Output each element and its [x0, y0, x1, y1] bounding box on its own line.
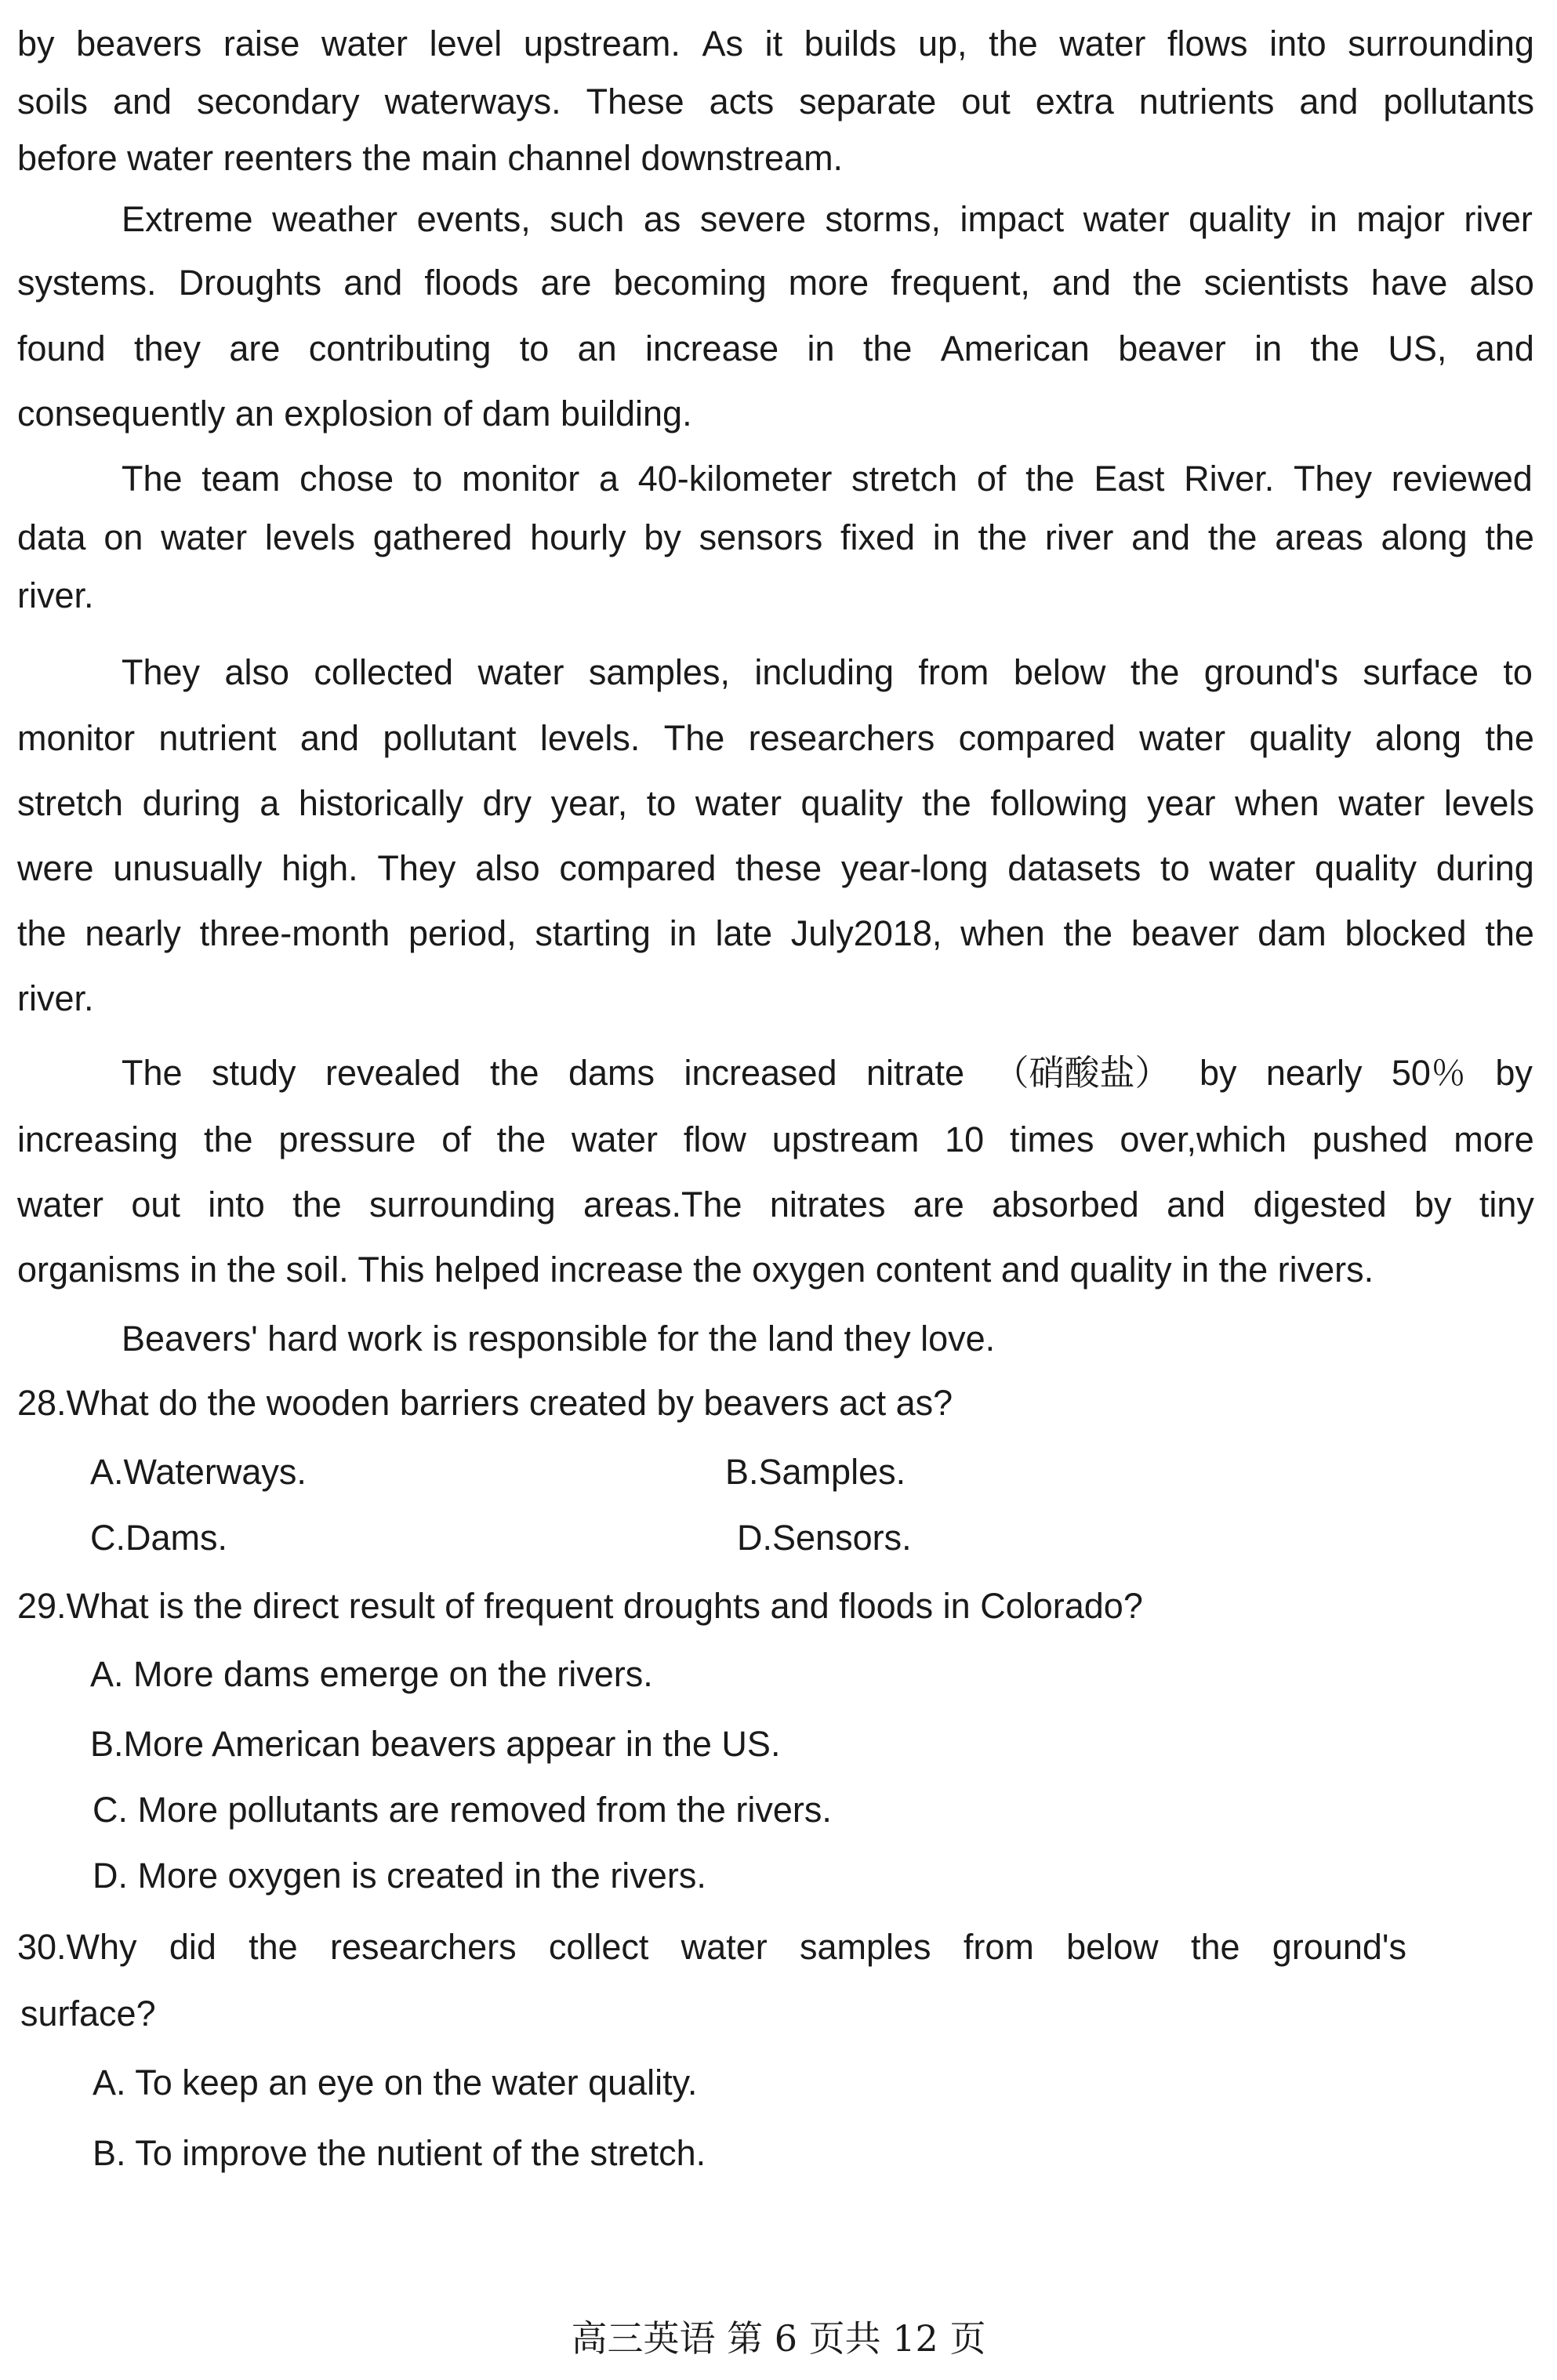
- word: of: [441, 1119, 471, 1159]
- word: and: [1475, 328, 1534, 368]
- word: more: [1454, 1119, 1534, 1159]
- passage-line: [122, 457, 1533, 501]
- question-29-option-d: D. More oxygen is created in the rivers.: [93, 1856, 706, 1896]
- word: team: [201, 459, 281, 499]
- word: dams: [568, 1053, 655, 1093]
- word: water: [321, 24, 408, 63]
- passage-line: consequently an explosion of dam building.: [17, 394, 692, 434]
- word: quality: [1249, 718, 1352, 758]
- word: year,: [550, 783, 628, 823]
- word: along: [1381, 517, 1468, 557]
- word: also: [475, 848, 540, 888]
- word: the: [17, 913, 67, 953]
- word: year: [1147, 783, 1216, 823]
- word: in: [1309, 199, 1337, 239]
- passage-line: [17, 261, 1534, 305]
- word: over,which: [1120, 1119, 1287, 1159]
- word: compared: [559, 848, 717, 888]
- word: upstream.: [523, 24, 681, 63]
- passage-line: [17, 1183, 1534, 1227]
- word: soils: [17, 82, 89, 122]
- word: the: [1485, 718, 1534, 758]
- word: the: [922, 783, 971, 823]
- word: areas: [1275, 517, 1363, 557]
- word: water: [1209, 848, 1296, 888]
- word: compared: [958, 718, 1116, 758]
- word: and: [1167, 1185, 1226, 1224]
- word: following: [990, 783, 1128, 823]
- word: events,: [416, 199, 531, 239]
- word: levels.: [539, 718, 641, 758]
- question-28-stem: 28.What do the wooden barriers created by beavers act as?: [17, 1383, 953, 1423]
- word: late: [715, 913, 773, 953]
- word: the: [292, 1185, 342, 1224]
- passage-line: organisms in the soil. This helped increase the oxygen content and quality in the rivers.: [17, 1250, 1374, 1290]
- word: and: [1131, 517, 1191, 557]
- word: to: [412, 459, 443, 499]
- word: weather: [272, 199, 398, 239]
- word: the: [1133, 263, 1182, 303]
- word: and: [1299, 82, 1359, 122]
- passage-line: [17, 847, 1534, 891]
- word: Droughts: [178, 263, 322, 303]
- word: a: [598, 459, 619, 499]
- word: raise: [223, 24, 300, 63]
- word: into: [1269, 24, 1327, 63]
- word: July2018,: [790, 913, 942, 953]
- word: These: [586, 82, 684, 122]
- word: collected: [314, 652, 454, 692]
- word: The: [663, 718, 725, 758]
- word: study: [211, 1053, 296, 1093]
- word: in: [807, 328, 835, 368]
- word: to: [646, 783, 677, 823]
- word: to: [1503, 652, 1533, 692]
- word: Extreme: [122, 199, 253, 239]
- word: revealed: [325, 1053, 461, 1093]
- word: surface: [1363, 652, 1479, 692]
- question-30-stem-continued: surface?: [20, 1994, 156, 2034]
- word: The: [122, 1053, 183, 1093]
- word: were: [17, 848, 94, 888]
- word: historically: [298, 783, 463, 823]
- passage-line: before water reenters the main channel downstream.: [17, 138, 844, 178]
- word: levels: [1443, 783, 1534, 823]
- word: into: [208, 1185, 265, 1224]
- word: fixed: [840, 517, 916, 557]
- word: collect: [548, 1927, 649, 1967]
- word: these: [735, 848, 822, 888]
- word: year-long: [840, 848, 989, 888]
- word: water: [572, 1119, 659, 1159]
- word: high.: [281, 848, 358, 888]
- word: when: [960, 913, 1045, 953]
- word: impact: [960, 199, 1065, 239]
- word: 40-kilometer: [637, 459, 833, 499]
- word: monitor: [462, 459, 580, 499]
- word: the: [1190, 1927, 1240, 1967]
- word: upstream: [771, 1119, 920, 1159]
- word: it: [764, 24, 783, 63]
- word: increasing: [17, 1119, 179, 1159]
- question-28-option-b: B.Samples.: [725, 1452, 906, 1492]
- word: pollutants: [1383, 82, 1534, 122]
- word: when: [1235, 783, 1319, 823]
- word: river: [1044, 517, 1114, 557]
- word: on: [103, 517, 143, 557]
- word: 50％: [1391, 1053, 1466, 1093]
- word: scientists: [1203, 263, 1349, 303]
- word: researchers: [748, 718, 935, 758]
- question-29-option-b: B.More American beavers appear in the US.: [90, 1724, 781, 1764]
- word: pollutant: [383, 718, 517, 758]
- word: dry: [482, 783, 532, 823]
- word: the: [1485, 517, 1534, 557]
- word: gathered: [372, 517, 513, 557]
- word: researchers: [329, 1927, 517, 1967]
- word: such: [550, 199, 625, 239]
- question-29-stem: 29.What is the direct result of frequent droughts and floods in Colorado?: [17, 1586, 1143, 1626]
- word: up,: [917, 24, 967, 63]
- word: are: [540, 263, 592, 303]
- word: the: [249, 1927, 298, 1967]
- passage-line: Beavers' hard work is responsible for the land they love.: [122, 1319, 996, 1359]
- word: the: [203, 1119, 253, 1159]
- word: by: [1199, 1053, 1237, 1093]
- word: water: [1083, 199, 1170, 239]
- word: surrounding: [1348, 24, 1534, 63]
- word: and: [1051, 263, 1111, 303]
- word: beaver: [1131, 913, 1239, 953]
- word: water: [1338, 783, 1425, 823]
- word: water: [681, 1927, 768, 1967]
- word: quality: [1314, 848, 1417, 888]
- question-30-stem: [17, 1925, 1406, 1969]
- word: in: [669, 913, 697, 953]
- word: They: [122, 652, 201, 692]
- passage-line: [17, 80, 1534, 124]
- word: more: [788, 263, 869, 303]
- word: also: [1469, 263, 1534, 303]
- word: nitrate: [866, 1053, 965, 1093]
- word: chose: [299, 459, 394, 499]
- word: beavers: [76, 24, 202, 63]
- word: water: [1059, 24, 1146, 63]
- word: the: [1310, 328, 1360, 368]
- word: blocked: [1345, 913, 1467, 953]
- page-footer: 高三英语 第 6 页共 12 页: [571, 2317, 986, 2360]
- word: in: [1254, 328, 1283, 368]
- word: a: [260, 783, 280, 823]
- passage-line: [122, 1051, 1533, 1095]
- word: data: [17, 517, 86, 557]
- word: levels: [264, 517, 355, 557]
- word: becoming: [613, 263, 767, 303]
- word: from: [918, 652, 989, 692]
- passage-line: [17, 912, 1534, 956]
- word: to: [1160, 848, 1190, 888]
- word: including: [754, 652, 895, 692]
- word: flows: [1167, 24, 1248, 63]
- word: below: [1066, 1927, 1159, 1967]
- word: They: [1293, 459, 1372, 499]
- word: separate: [799, 82, 937, 122]
- passage-line: [122, 651, 1533, 695]
- word: dam: [1258, 913, 1327, 953]
- word: unusually: [113, 848, 263, 888]
- word: did: [169, 1927, 216, 1967]
- word: water: [695, 783, 782, 823]
- word: three-month: [199, 913, 390, 953]
- word: the: [1025, 459, 1075, 499]
- passage-line: [17, 782, 1534, 825]
- question-29-option-a: A. More dams emerge on the rivers.: [90, 1654, 653, 1694]
- word: major: [1356, 199, 1445, 239]
- word: water: [477, 652, 564, 692]
- word: to: [519, 328, 550, 368]
- question-29-option-c: C. More pollutants are removed from the rivers.: [93, 1790, 832, 1830]
- word: nutrients: [1138, 82, 1275, 122]
- word: the: [1130, 652, 1180, 692]
- word: digested: [1253, 1185, 1387, 1224]
- word: during: [142, 783, 241, 823]
- word: and: [343, 263, 403, 303]
- word: the: [496, 1119, 546, 1159]
- word: ground's: [1203, 652, 1338, 692]
- word: pressure: [278, 1119, 416, 1159]
- word: areas.The: [583, 1185, 742, 1224]
- word: out: [961, 82, 1011, 122]
- word: starting: [535, 913, 651, 953]
- word: water: [17, 1185, 104, 1224]
- word: nearly: [85, 913, 181, 953]
- word: the: [1485, 913, 1534, 953]
- word: monitor: [17, 718, 136, 758]
- passage-line: [17, 717, 1534, 760]
- word: are: [229, 328, 281, 368]
- word: ground's: [1272, 1927, 1406, 1967]
- word: floods: [424, 263, 519, 303]
- word: sensors: [699, 517, 823, 557]
- word: from: [963, 1927, 1034, 1967]
- word: acts: [709, 82, 775, 122]
- word: the: [989, 24, 1038, 63]
- word: quality: [1189, 199, 1291, 239]
- question-28-option-c: C.Dams.: [90, 1518, 228, 1558]
- word: below: [1013, 652, 1106, 692]
- word: US,: [1388, 328, 1447, 368]
- word: and: [112, 82, 172, 122]
- word: as: [643, 199, 681, 239]
- question-30-option-b: B. To improve the nutient of the stretch.: [93, 2133, 706, 2173]
- word: level: [429, 24, 503, 63]
- word: period,: [408, 913, 517, 953]
- word: nearly: [1265, 1053, 1363, 1093]
- word: by: [17, 24, 55, 63]
- passage-line: river.: [17, 575, 94, 615]
- question-28-option-a: A.Waterways.: [90, 1452, 307, 1492]
- word: secondary: [197, 82, 360, 122]
- word: tiny: [1479, 1185, 1534, 1224]
- word: stretch: [851, 459, 958, 499]
- question-28-option-d: D.Sensors.: [737, 1518, 912, 1558]
- word: increase: [645, 328, 779, 368]
- word: builds: [804, 24, 897, 63]
- word: severe: [699, 199, 806, 239]
- word: beaver: [1118, 328, 1226, 368]
- word: out: [131, 1185, 180, 1224]
- word: also: [224, 652, 290, 692]
- word: nutrient: [158, 718, 277, 758]
- word: As: [702, 24, 744, 63]
- word: have: [1370, 263, 1448, 303]
- word: flow: [683, 1119, 746, 1159]
- word: waterways.: [384, 82, 561, 122]
- passage-line: [17, 327, 1534, 371]
- word: the: [1207, 517, 1258, 557]
- passage-line: [122, 198, 1533, 241]
- word: 10: [945, 1119, 985, 1159]
- word: quality: [800, 783, 903, 823]
- word: the: [490, 1053, 539, 1093]
- word: by: [1495, 1053, 1533, 1093]
- word: found: [17, 328, 106, 368]
- question-30-option-a: A. To keep an eye on the water quality.: [93, 2063, 698, 2102]
- word: pushed: [1312, 1119, 1428, 1159]
- word: during: [1435, 848, 1534, 888]
- word: the: [862, 328, 913, 368]
- word: American: [940, 328, 1090, 368]
- word: surrounding: [368, 1185, 556, 1224]
- passage-line: [17, 516, 1534, 560]
- word: absorbed: [992, 1185, 1139, 1224]
- word: river: [1464, 199, 1533, 239]
- word: contributing: [308, 328, 492, 368]
- word: water: [161, 517, 248, 557]
- word: are: [913, 1185, 964, 1224]
- word: the: [1063, 913, 1113, 953]
- word: （硝酸盐）: [993, 1053, 1170, 1093]
- word: by: [1414, 1185, 1452, 1224]
- word: 30.Why: [17, 1927, 137, 1967]
- word: nitrates: [769, 1185, 886, 1224]
- word: increased: [684, 1053, 837, 1093]
- word: and: [299, 718, 359, 758]
- word: frequent,: [891, 263, 1030, 303]
- word: The: [122, 459, 183, 499]
- word: extra: [1035, 82, 1114, 122]
- word: of: [976, 459, 1007, 499]
- passage-line: [17, 22, 1534, 66]
- passage-line: river.: [17, 978, 94, 1018]
- word: water: [1139, 718, 1226, 758]
- word: along: [1374, 718, 1462, 758]
- word: an: [577, 328, 617, 368]
- word: samples,: [588, 652, 730, 692]
- word: times: [1010, 1119, 1094, 1159]
- word: storms,: [825, 199, 942, 239]
- word: They: [377, 848, 456, 888]
- word: stretch: [17, 783, 124, 823]
- word: reviewed: [1391, 459, 1533, 499]
- word: samples: [799, 1927, 931, 1967]
- word: hourly: [530, 517, 626, 557]
- passage-line: [17, 1118, 1534, 1162]
- word: East: [1094, 459, 1165, 499]
- word: the: [978, 517, 1028, 557]
- word: datasets: [1007, 848, 1141, 888]
- word: River.: [1184, 459, 1275, 499]
- word: by: [644, 517, 681, 557]
- word: systems.: [17, 263, 157, 303]
- word: they: [133, 328, 201, 368]
- word: in: [932, 517, 960, 557]
